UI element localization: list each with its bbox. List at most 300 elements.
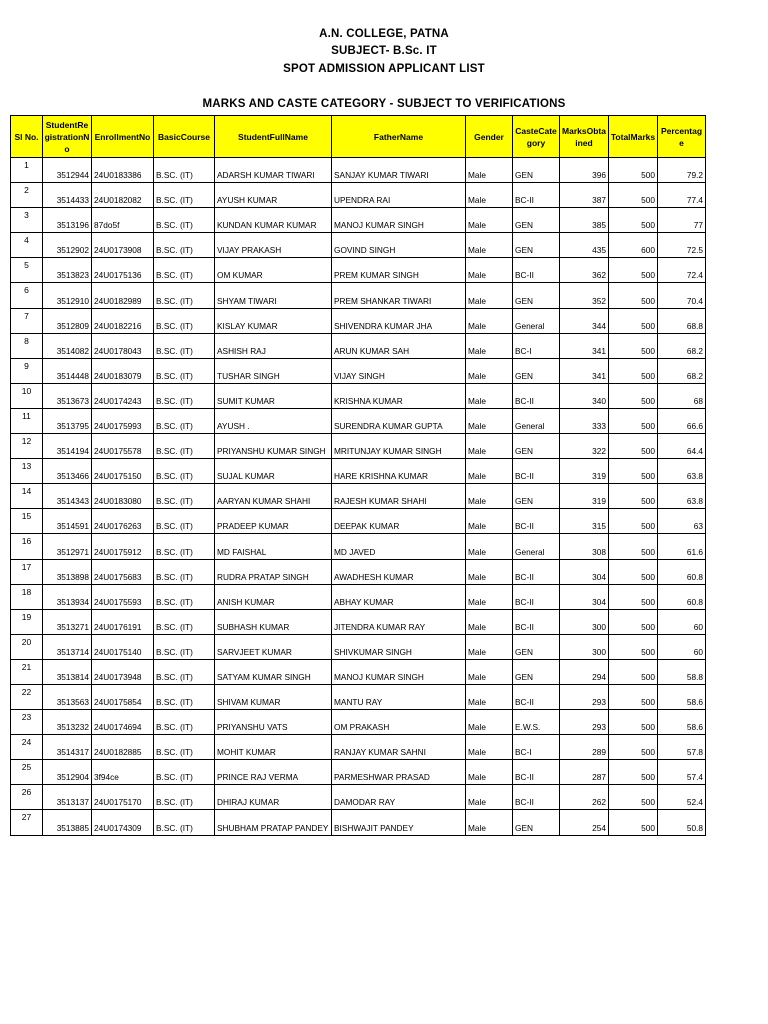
table-cell: 87do5f (92, 208, 154, 233)
table-cell: 60 (658, 609, 706, 634)
table-cell: HARE KRISHNA KUMAR (332, 459, 466, 484)
column-header: FatherName (332, 116, 466, 158)
table-cell: GOVIND SINGH (332, 233, 466, 258)
table-cell: 77.4 (658, 183, 706, 208)
table-cell: MOHIT KUMAR (215, 735, 332, 760)
table-cell: 500 (609, 559, 658, 584)
table-cell: B.SC. (IT) (154, 258, 215, 283)
table-cell: DAMODAR RAY (332, 785, 466, 810)
table-cell: 3f94ce (92, 760, 154, 785)
table-cell: MD FAISHAL (215, 534, 332, 559)
table-cell: General (513, 534, 560, 559)
table-cell: Male (466, 258, 513, 283)
table-row (11, 283, 706, 308)
table-cell: 24U0182082 (92, 183, 154, 208)
table-cell: B.SC. (IT) (154, 308, 215, 333)
table-cell: 3513232 (43, 710, 92, 735)
table-cell: 3514433 (43, 183, 92, 208)
table-cell: 396 (560, 158, 609, 183)
table-cell: Male (466, 634, 513, 659)
table-cell: B.SC. (IT) (154, 233, 215, 258)
table-row (11, 684, 706, 709)
table-cell: 308 (560, 534, 609, 559)
table-row (11, 735, 706, 760)
table-cell: Male (466, 710, 513, 735)
table-cell: 300 (560, 634, 609, 659)
table-cell: B.SC. (IT) (154, 584, 215, 609)
table-cell: PRIYANSHU VATS (215, 710, 332, 735)
table-cell: Male (466, 609, 513, 634)
table-cell: GEN (513, 659, 560, 684)
table-cell: 9 (11, 358, 43, 383)
table-cell: Male (466, 408, 513, 433)
table-cell: B.SC. (IT) (154, 760, 215, 785)
table-cell: 2 (11, 183, 43, 208)
table-cell: Male (466, 659, 513, 684)
table-row (11, 810, 706, 835)
table-cell: 14 (11, 484, 43, 509)
table-cell: Male (466, 233, 513, 258)
table-cell: SHYAM TIWARI (215, 283, 332, 308)
table-cell: ABHAY KUMAR (332, 584, 466, 609)
table-row (11, 208, 706, 233)
table-cell: 18 (11, 584, 43, 609)
table-cell: 500 (609, 509, 658, 534)
table-cell: 24U0176191 (92, 609, 154, 634)
table-cell: 63.8 (658, 484, 706, 509)
table-cell: SUJAL KUMAR (215, 459, 332, 484)
table-cell: 300 (560, 609, 609, 634)
table-cell: 11 (11, 408, 43, 433)
list-title: SPOT ADMISSION APPLICANT LIST (283, 63, 485, 75)
table-row (11, 559, 706, 584)
table-cell: 10 (11, 383, 43, 408)
table-cell: ADARSH KUMAR TIWARI (215, 158, 332, 183)
table-cell: 3512902 (43, 233, 92, 258)
table-cell: BC-II (513, 559, 560, 584)
table-row (11, 584, 706, 609)
table-cell: 20 (11, 634, 43, 659)
table-row (11, 785, 706, 810)
table-cell: 500 (609, 158, 658, 183)
column-header: EnrollmentNo (92, 116, 154, 158)
table-cell: 3513934 (43, 584, 92, 609)
table-header-row (11, 116, 706, 158)
table-cell: SURENDRA KUMAR GUPTA (332, 408, 466, 433)
table-cell: 72.4 (658, 258, 706, 283)
table-cell: General (513, 308, 560, 333)
table-cell: 77 (658, 208, 706, 233)
table-cell: 19 (11, 609, 43, 634)
table-cell: BC-I (513, 735, 560, 760)
column-header: BasicCourse (154, 116, 215, 158)
table-cell: 3513898 (43, 559, 92, 584)
table-row (11, 383, 706, 408)
table-cell: JITENDRA KUMAR RAY (332, 609, 466, 634)
table-cell: Male (466, 684, 513, 709)
table-row (11, 158, 706, 183)
table-cell: 3512944 (43, 158, 92, 183)
table-cell: 262 (560, 785, 609, 810)
table-cell: BC-I (513, 333, 560, 358)
table-cell: B.SC. (IT) (154, 183, 215, 208)
table-cell: Male (466, 308, 513, 333)
table-cell: SHIVENDRA KUMAR JHA (332, 308, 466, 333)
table-cell: 24U0173908 (92, 233, 154, 258)
column-header: StudentFullName (215, 116, 332, 158)
table-cell: 3514194 (43, 434, 92, 459)
table-cell: 294 (560, 659, 609, 684)
table-cell: 58.6 (658, 684, 706, 709)
table-cell: BISHWAJIT PANDEY (332, 810, 466, 835)
table-cell: KRISHNA KUMAR (332, 383, 466, 408)
table-cell: BC-II (513, 183, 560, 208)
table-cell: 322 (560, 434, 609, 459)
table-cell: 66.6 (658, 408, 706, 433)
table-cell: B.SC. (IT) (154, 509, 215, 534)
table-cell: SUBHASH KUMAR (215, 609, 332, 634)
table-cell: 500 (609, 785, 658, 810)
table-cell: 3514317 (43, 735, 92, 760)
table-cell: 319 (560, 484, 609, 509)
table-cell: GEN (513, 208, 560, 233)
table-cell: B.SC. (IT) (154, 208, 215, 233)
column-header: MarksObtained (560, 116, 609, 158)
table-cell: PREM KUMAR SINGH (332, 258, 466, 283)
table-cell: 304 (560, 584, 609, 609)
table-row (11, 760, 706, 785)
table-cell: AARYAN KUMAR SHAHI (215, 484, 332, 509)
table-cell: 24U0182989 (92, 283, 154, 308)
table-cell: ARUN KUMAR SAH (332, 333, 466, 358)
table-cell: 435 (560, 233, 609, 258)
table-cell: 12 (11, 434, 43, 459)
table-cell: 63 (658, 509, 706, 534)
table-row (11, 308, 706, 333)
table-cell: 24U0175150 (92, 459, 154, 484)
table-cell: B.SC. (IT) (154, 383, 215, 408)
table-cell: 64.4 (658, 434, 706, 459)
table-cell: 3514343 (43, 484, 92, 509)
table-cell: 500 (609, 534, 658, 559)
table-cell: 254 (560, 810, 609, 835)
table-cell: SARVJEET KUMAR (215, 634, 332, 659)
table-cell: 362 (560, 258, 609, 283)
table-cell: 500 (609, 333, 658, 358)
applicant-table (10, 115, 706, 836)
table-cell: Male (466, 434, 513, 459)
table-cell: 341 (560, 358, 609, 383)
table-cell: 3513673 (43, 383, 92, 408)
table-cell: BC-II (513, 684, 560, 709)
table-cell: ANISH KUMAR (215, 584, 332, 609)
table-row (11, 710, 706, 735)
table-cell: BC-II (513, 258, 560, 283)
table-cell: 68.8 (658, 308, 706, 333)
table-cell: MANOJ KUMAR SINGH (332, 659, 466, 684)
table-cell: 293 (560, 710, 609, 735)
table-cell: 3513795 (43, 408, 92, 433)
table-cell: Male (466, 534, 513, 559)
table-cell: 3513823 (43, 258, 92, 283)
table-cell: Male (466, 333, 513, 358)
table-cell: Male (466, 459, 513, 484)
table-cell: 3512809 (43, 308, 92, 333)
table-cell: GEN (513, 634, 560, 659)
table-cell: B.SC. (IT) (154, 484, 215, 509)
table-cell: 1 (11, 158, 43, 183)
table-cell: Male (466, 208, 513, 233)
table-cell: BC-II (513, 509, 560, 534)
table-cell: 60 (658, 634, 706, 659)
table-cell: 500 (609, 760, 658, 785)
table-cell: SATYAM KUMAR SINGH (215, 659, 332, 684)
table-cell: 500 (609, 283, 658, 308)
table-cell: GEN (513, 358, 560, 383)
table-cell: 24U0175993 (92, 408, 154, 433)
table-row (11, 434, 706, 459)
table-cell: 3 (11, 208, 43, 233)
table-cell: 24U0174243 (92, 383, 154, 408)
table-cell: 24U0175170 (92, 785, 154, 810)
table-cell: 57.4 (658, 760, 706, 785)
table-cell: 500 (609, 659, 658, 684)
table-cell: 24U0183386 (92, 158, 154, 183)
table-cell: 16 (11, 534, 43, 559)
table-cell: 13 (11, 459, 43, 484)
table-cell: 293 (560, 684, 609, 709)
table-cell: UPENDRA RAI (332, 183, 466, 208)
table-cell: MANOJ KUMAR SINGH (332, 208, 466, 233)
table-cell: 352 (560, 283, 609, 308)
table-cell: 24U0182885 (92, 735, 154, 760)
subtitle: MARKS AND CASTE CATEGORY - SUBJECT TO VERIFICATIONS (202, 98, 566, 110)
table-cell: 500 (609, 609, 658, 634)
table-row (11, 509, 706, 534)
table-cell: Male (466, 158, 513, 183)
table-cell: 3512904 (43, 760, 92, 785)
table-cell: 72.5 (658, 233, 706, 258)
table-cell: 68 (658, 383, 706, 408)
table-cell: 7 (11, 308, 43, 333)
table-cell: B.SC. (IT) (154, 710, 215, 735)
table-cell: SHUBHAM PRATAP PANDEY (215, 810, 332, 835)
table-cell: 3513814 (43, 659, 92, 684)
table-cell: Male (466, 760, 513, 785)
table-cell: 500 (609, 684, 658, 709)
table-cell: B.SC. (IT) (154, 634, 215, 659)
table-cell: Male (466, 584, 513, 609)
table-cell: 500 (609, 358, 658, 383)
table-cell: OM KUMAR (215, 258, 332, 283)
table-cell: 24U0175593 (92, 584, 154, 609)
table-cell: 500 (609, 308, 658, 333)
table-cell: 4 (11, 233, 43, 258)
column-header: Percentage (658, 116, 706, 158)
table-cell: Male (466, 785, 513, 810)
table-cell: GEN (513, 810, 560, 835)
table-cell: KUNDAN KUMAR KUMAR (215, 208, 332, 233)
table-cell: 24U0175136 (92, 258, 154, 283)
table-cell: VIJAY SINGH (332, 358, 466, 383)
table-row (11, 634, 706, 659)
table-cell: 3514082 (43, 333, 92, 358)
table-cell: B.SC. (IT) (154, 333, 215, 358)
table-cell: 341 (560, 333, 609, 358)
table-cell: 3513137 (43, 785, 92, 810)
table-cell: AYUSH KUMAR (215, 183, 332, 208)
table-cell: 500 (609, 208, 658, 233)
table-cell: 3512910 (43, 283, 92, 308)
column-header: TotalMarks (609, 116, 658, 158)
table-cell: B.SC. (IT) (154, 358, 215, 383)
table-cell: BC-II (513, 383, 560, 408)
table-cell: 52.4 (658, 785, 706, 810)
table-cell: RUDRA PRATAP SINGH (215, 559, 332, 584)
table-cell: 24U0174309 (92, 810, 154, 835)
table-row (11, 358, 706, 383)
table-cell: 3513563 (43, 684, 92, 709)
table-cell: BC-II (513, 609, 560, 634)
table-cell: 3513271 (43, 609, 92, 634)
table-row (11, 408, 706, 433)
column-header: Gender (466, 116, 513, 158)
table-cell: 24U0183079 (92, 358, 154, 383)
table-cell: 3513714 (43, 634, 92, 659)
table-cell: 319 (560, 459, 609, 484)
table-cell: General (513, 408, 560, 433)
table-cell: 3513885 (43, 810, 92, 835)
table-cell: 23 (11, 710, 43, 735)
table-cell: 287 (560, 760, 609, 785)
table-cell: 24U0183080 (92, 484, 154, 509)
table-cell: PARMESHWAR PRASAD (332, 760, 466, 785)
table-cell: PRADEEP KUMAR (215, 509, 332, 534)
table-cell: B.SC. (IT) (154, 785, 215, 810)
table-cell: MRITUNJAY KUMAR SINGH (332, 434, 466, 459)
table-cell: 24U0175912 (92, 534, 154, 559)
table-cell: 500 (609, 710, 658, 735)
table-cell: B.SC. (IT) (154, 735, 215, 760)
table-cell: 3514591 (43, 509, 92, 534)
table-row (11, 609, 706, 634)
table-cell: 26 (11, 785, 43, 810)
table-cell: 500 (609, 459, 658, 484)
table-cell: 600 (609, 233, 658, 258)
table-cell: SUMIT KUMAR (215, 383, 332, 408)
table-cell: Male (466, 183, 513, 208)
column-header: StudentRegistrationNo (43, 116, 92, 158)
table-cell: B.SC. (IT) (154, 659, 215, 684)
table-row (11, 534, 706, 559)
table-cell: Male (466, 283, 513, 308)
table-cell: DEEPAK KUMAR (332, 509, 466, 534)
table-cell: 58.8 (658, 659, 706, 684)
table-cell: B.SC. (IT) (154, 158, 215, 183)
table-cell: 24 (11, 735, 43, 760)
table-cell: 68.2 (658, 333, 706, 358)
table-cell: B.SC. (IT) (154, 283, 215, 308)
table-cell: 387 (560, 183, 609, 208)
table-cell: 6 (11, 283, 43, 308)
table-cell: Male (466, 358, 513, 383)
table-cell: BC-II (513, 459, 560, 484)
table-cell: 500 (609, 383, 658, 408)
table-cell: Male (466, 484, 513, 509)
table-cell: 57.8 (658, 735, 706, 760)
table-cell: SHIVKUMAR SINGH (332, 634, 466, 659)
table-cell: B.SC. (IT) (154, 609, 215, 634)
table-cell: 60.8 (658, 559, 706, 584)
table-cell: AWADHESH KUMAR (332, 559, 466, 584)
table-cell: 3513196 (43, 208, 92, 233)
table-cell: 68.2 (658, 358, 706, 383)
table-cell: 24U0174694 (92, 710, 154, 735)
table-row (11, 659, 706, 684)
table-cell: 50.8 (658, 810, 706, 835)
college-title: A.N. COLLEGE, PATNA (319, 28, 449, 40)
table-cell: B.SC. (IT) (154, 408, 215, 433)
table-cell: GEN (513, 233, 560, 258)
table-cell: 61.6 (658, 534, 706, 559)
table-cell: PREM SHANKAR TIWARI (332, 283, 466, 308)
table-cell: 289 (560, 735, 609, 760)
table-row (11, 233, 706, 258)
table-cell: B.SC. (IT) (154, 684, 215, 709)
table-cell: 58.6 (658, 710, 706, 735)
table-cell: 500 (609, 735, 658, 760)
table-cell: 17 (11, 559, 43, 584)
table-cell: KISLAY KUMAR (215, 308, 332, 333)
table-cell: 500 (609, 258, 658, 283)
table-cell: 500 (609, 434, 658, 459)
table-cell: 344 (560, 308, 609, 333)
table-cell: 24U0182216 (92, 308, 154, 333)
table-cell: 24U0175578 (92, 434, 154, 459)
table-cell: 8 (11, 333, 43, 358)
table-cell: B.SC. (IT) (154, 559, 215, 584)
table-cell: BC-II (513, 760, 560, 785)
table-cell: GEN (513, 158, 560, 183)
table-row (11, 459, 706, 484)
table-cell: 79.2 (658, 158, 706, 183)
table-cell: Male (466, 509, 513, 534)
table-cell: Male (466, 810, 513, 835)
table-cell: 340 (560, 383, 609, 408)
table-cell: 15 (11, 509, 43, 534)
table-row (11, 333, 706, 358)
table-cell: B.SC. (IT) (154, 810, 215, 835)
table-cell: PRIYANSHU KUMAR SINGH (215, 434, 332, 459)
table-cell: 385 (560, 208, 609, 233)
table-cell: RANJAY KUMAR SAHNI (332, 735, 466, 760)
column-header: CasteCategory (513, 116, 560, 158)
table-cell: 500 (609, 408, 658, 433)
table-row (11, 183, 706, 208)
table-cell: 304 (560, 559, 609, 584)
table-cell: 500 (609, 484, 658, 509)
table-cell: 60.8 (658, 584, 706, 609)
table-cell: VIJAY PRAKASH (215, 233, 332, 258)
table-cell: 21 (11, 659, 43, 684)
table-cell: B.SC. (IT) (154, 459, 215, 484)
table-cell: B.SC. (IT) (154, 534, 215, 559)
table-cell: 5 (11, 258, 43, 283)
table-cell: 25 (11, 760, 43, 785)
table-cell: SANJAY KUMAR TIWARI (332, 158, 466, 183)
table-cell: ASHISH RAJ (215, 333, 332, 358)
table-cell: 333 (560, 408, 609, 433)
